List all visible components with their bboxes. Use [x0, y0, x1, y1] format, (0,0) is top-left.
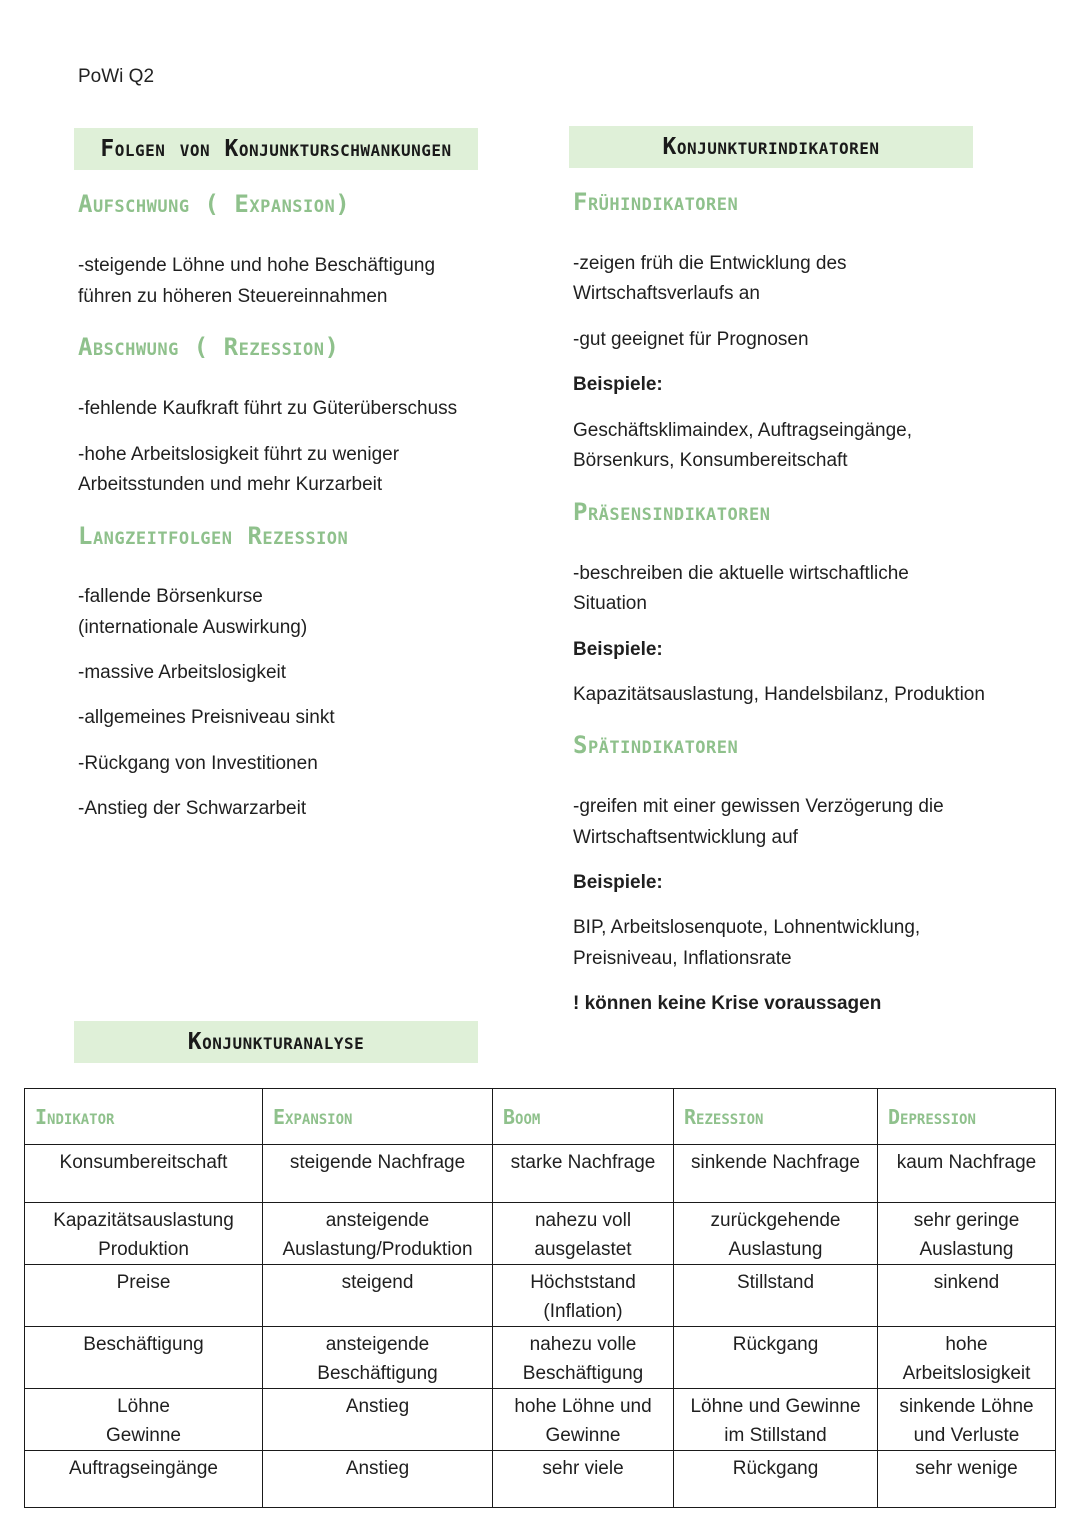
table-cell: nahezu voll ausgelastet: [493, 1203, 674, 1265]
table-cell: hohe Löhne und Gewinne: [493, 1389, 674, 1451]
table-cell: Rückgang: [674, 1327, 878, 1389]
note-no-crisis: ! können keine Krise voraussagen: [573, 993, 882, 1014]
langzeit-line-6: -Anstieg der Schwarzarbeit: [78, 798, 307, 819]
frueh-line-2: Wirtschaftsverlaufs an: [573, 283, 760, 304]
frueh-line-3: -gut geeignet für Prognosen: [573, 329, 809, 350]
langzeit-line-1: -fallende Börsenkurse: [78, 586, 263, 607]
praesens-beispiele-label: Beispiele:: [573, 639, 663, 660]
table-cell: Auftragseingänge: [25, 1451, 263, 1508]
frueh-line-1: -zeigen früh die Entwicklung des: [573, 253, 847, 274]
table-cell: Anstieg: [263, 1389, 493, 1451]
table-cell: Preise: [25, 1265, 263, 1327]
header-boom: Boom: [493, 1089, 674, 1145]
abschwung-line-2: -hohe Arbeitslosigkeit führt zu weniger: [78, 444, 400, 465]
table-cell: sinkende Nachfrage: [674, 1145, 878, 1203]
table-cell: sinkende Löhne und Verluste: [878, 1389, 1056, 1451]
table-cell: steigend: [263, 1265, 493, 1327]
spaet-example-2: Preisniveau, Inflationsrate: [573, 948, 792, 969]
aufschwung-line-1: -steigende Löhne und hohe Beschäftigung: [78, 255, 436, 276]
table-cell: nahezu volle Beschäftigung: [493, 1327, 674, 1389]
table-cell: hohe Arbeitslosigkeit: [878, 1327, 1056, 1389]
table-cell: sehr viele: [493, 1451, 674, 1508]
spaet-line-1: -greifen mit einer gewissen Verzögerung die: [573, 796, 944, 817]
abschwung-line-1: -fehlende Kaufkraft führt zu Güterüberschuss: [78, 398, 458, 419]
header-indikator: Indikator: [25, 1089, 263, 1145]
table-row: [25, 1389, 1056, 1451]
table-row: [25, 1451, 1056, 1508]
table-cell: starke Nachfrage: [493, 1145, 674, 1203]
langzeit-line-3: -massive Arbeitslosigkeit: [78, 662, 287, 683]
table-cell: Rückgang: [674, 1451, 878, 1508]
table-cell: ansteigende Beschäftigung: [263, 1327, 493, 1389]
table-row: [25, 1145, 1056, 1203]
table-cell: Löhne und Gewinne im Stillstand: [674, 1389, 878, 1451]
table-cell: ansteigende Auslastung/Produktion: [263, 1203, 493, 1265]
heading-aufschwung: Aufschwung ( Expansion): [78, 190, 351, 218]
abschwung-line-3: Arbeitsstunden und mehr Kurzarbeit: [78, 474, 383, 495]
header-expansion: Expansion: [263, 1089, 493, 1145]
langzeit-line-2: (internationale Auswirkung): [78, 617, 308, 638]
table-cell: sehr wenige: [878, 1451, 1056, 1508]
table-cell: Stillstand: [674, 1265, 878, 1327]
table-cell: steigende Nachfrage: [263, 1145, 493, 1203]
spaet-example-1: BIP, Arbeitslosenquote, Lohnentwicklung,: [573, 917, 921, 938]
table-cell: Löhne Gewinne: [25, 1389, 263, 1451]
table-row: [25, 1203, 1056, 1265]
table-cell: sinkend: [878, 1265, 1056, 1327]
table-cell: Höchststand (Inflation): [493, 1265, 674, 1327]
table-row: [25, 1327, 1056, 1389]
spaet-beispiele-label: Beispiele:: [573, 872, 663, 893]
table-cell: kaum Nachfrage: [878, 1145, 1056, 1203]
table-cell: Beschäftigung: [25, 1327, 263, 1389]
header-rezession: Rezession: [674, 1089, 878, 1145]
aufschwung-line-2: führen zu höheren Steuereinnahmen: [78, 286, 388, 307]
langzeit-line-5: -Rückgang von Investitionen: [78, 753, 318, 774]
frueh-example-1: Geschäftsklimaindex, Auftragseingänge,: [573, 420, 913, 441]
analysis-table: [24, 1088, 1056, 1508]
heading-fruehindikatoren: Frühindikatoren: [573, 188, 739, 216]
frueh-beispiele-label: Beispiele:: [573, 374, 663, 395]
banner-indikatoren: Konjunkturindikatoren: [569, 126, 973, 168]
table-cell: Anstieg: [263, 1451, 493, 1508]
heading-langzeitfolgen: Langzeitfolgen Rezession: [78, 522, 349, 550]
table-row: [25, 1265, 1056, 1327]
heading-spaetindikatoren: Spätindikatoren: [573, 731, 739, 759]
table-cell: Kapazitätsauslastung Produktion: [25, 1203, 263, 1265]
spaet-line-2: Wirtschaftsentwicklung auf: [573, 827, 798, 848]
praesens-line-2: Situation: [573, 593, 647, 614]
heading-abschwung: Abschwung ( Rezession): [78, 333, 340, 361]
table-cell: Konsumbereitschaft: [25, 1145, 263, 1203]
table-header-row: [25, 1089, 1056, 1145]
header-depression: Depression: [878, 1089, 1056, 1145]
frueh-example-2: Börsenkurs, Konsumbereitschaft: [573, 450, 848, 471]
praesens-example-1: Kapazitätsauslastung, Handelsbilanz, Produktion: [573, 684, 985, 705]
table-cell: zurückgehende Auslastung: [674, 1203, 878, 1265]
banner-konjunkturanalyse: Konjunkturanalyse: [74, 1021, 478, 1063]
heading-praesensindikatoren: Präsensindikatoren: [573, 498, 771, 526]
banner-folgen: Folgen von Konjunkturschwankungen: [74, 128, 478, 170]
praesens-line-1: -beschreiben die aktuelle wirtschaftliche: [573, 563, 909, 584]
table-cell: sehr geringe Auslastung: [878, 1203, 1056, 1265]
langzeit-line-4: -allgemeines Preisniveau sinkt: [78, 707, 335, 728]
course-label: PoWi Q2: [78, 66, 155, 87]
